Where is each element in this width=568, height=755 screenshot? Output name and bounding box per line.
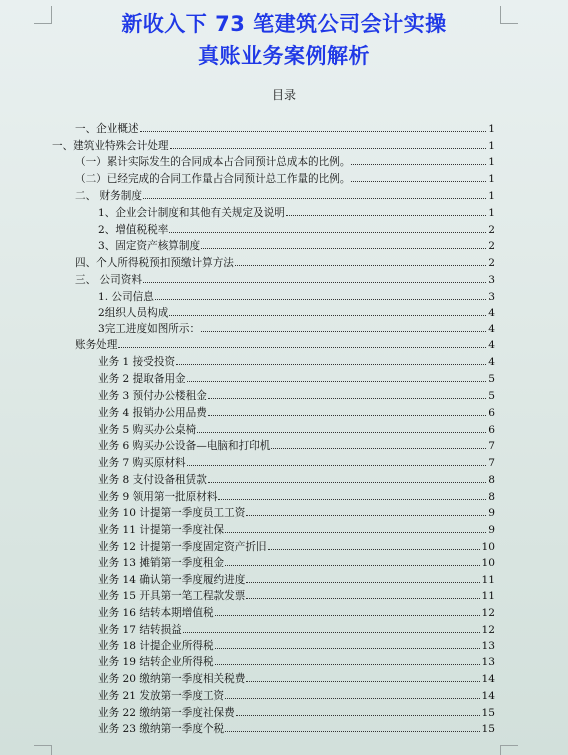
toc-entry[interactable] xyxy=(98,470,495,486)
toc-entry[interactable] xyxy=(98,319,495,335)
toc-entry[interactable] xyxy=(98,303,495,319)
toc-entry-title: 三、 公司资料 xyxy=(75,274,142,286)
toc-entry[interactable] xyxy=(98,703,495,719)
toc-page-number: 4 xyxy=(488,339,495,351)
toc-dot-leader xyxy=(246,680,479,682)
toc-page-number: 6 xyxy=(488,407,495,419)
toc-entry-title: 业务 3 预付办公楼租金 xyxy=(98,390,207,402)
toc-entry-title: 一、建筑业特殊会计处理 xyxy=(52,140,169,152)
crop-mark-bottom-right-h xyxy=(500,745,518,746)
toc-entry-title: 业务 22 缴纳第一季度社保费 xyxy=(98,707,235,719)
toc-entry-title: 业务 12 计提第一季度固定资产折旧 xyxy=(98,541,267,553)
toc-page-number: 15 xyxy=(481,723,495,735)
toc-entry[interactable] xyxy=(98,287,495,303)
toc-page-number: 7 xyxy=(488,457,495,469)
toc-entry-title: 账务处理 xyxy=(75,339,118,351)
toc-dot-leader xyxy=(140,130,487,132)
toc-page-number: 5 xyxy=(488,390,495,402)
toc-entry[interactable] xyxy=(98,453,495,469)
toc-page-number: 11 xyxy=(481,590,495,602)
toc-entry-title: 业务 15 开具第一笔工程款发票 xyxy=(98,590,246,602)
toc-dot-leader xyxy=(187,464,487,466)
toc-entry-title: 业务 9 领用第一批原材料 xyxy=(98,491,218,503)
toc-entry-title: （一）累计实际发生的合同成本占合同预计总成本的比例。 xyxy=(75,156,351,168)
toc-entry-title: 二、 财务制度 xyxy=(75,190,142,202)
toc-entry-title: 业务 18 计提企业所得税 xyxy=(98,640,214,652)
toc-page-number: 6 xyxy=(488,424,495,436)
toc-dot-leader xyxy=(208,397,486,399)
toc-entry[interactable] xyxy=(98,236,495,252)
toc-entry-title: 一、企业概述 xyxy=(75,123,139,135)
toc-dot-leader xyxy=(271,447,486,449)
toc-entry-title: 2组织人员构成 xyxy=(98,307,169,319)
toc-entry[interactable] xyxy=(98,570,495,586)
toc-entry[interactable] xyxy=(98,719,495,735)
toc-entry-title: 业务 8 支付设备租赁款 xyxy=(98,474,207,486)
toc-entry[interactable] xyxy=(98,553,495,569)
toc-page-number: 9 xyxy=(488,507,495,519)
toc-entry[interactable] xyxy=(98,403,495,419)
toc-entry[interactable] xyxy=(98,503,495,519)
toc-entry[interactable] xyxy=(98,636,495,652)
toc-page-number: 10 xyxy=(481,541,495,553)
toc-entry-title: 2、增值税税率 xyxy=(98,224,169,236)
toc-page-number: 4 xyxy=(488,307,495,319)
toc-page-number: 12 xyxy=(481,607,495,619)
toc-entry[interactable] xyxy=(75,152,495,168)
toc-page-number: 13 xyxy=(481,640,495,652)
toc-page-number: 14 xyxy=(481,690,495,702)
toc-entry-title: 业务 23 缴纳第一季度个税 xyxy=(98,723,225,735)
toc-page-number: 2 xyxy=(488,240,495,252)
toc-entry-title: 业务 4 报销办公用品费 xyxy=(98,407,207,419)
toc-entry[interactable] xyxy=(98,352,495,368)
toc-dot-leader xyxy=(246,514,486,516)
toc-entry-title: 业务 10 计提第一季度员工工资 xyxy=(98,507,246,519)
toc-entry[interactable] xyxy=(98,369,495,385)
document-title-line-1: 新收入下 73 笔建筑公司会计实操 xyxy=(121,12,447,36)
toc-entry-title: 业务 14 确认第一季度履约进度 xyxy=(98,574,246,586)
toc-entry-title: 1. 公司信息 xyxy=(98,291,154,303)
toc-dot-leader xyxy=(218,498,486,500)
toc-entry-title: 四、个人所得税预扣预缴计算方法 xyxy=(75,257,234,269)
toc-entry[interactable] xyxy=(75,253,495,269)
toc-page-number: 1 xyxy=(488,140,495,152)
toc-page-number: 3 xyxy=(488,274,495,286)
toc-page-number: 4 xyxy=(488,323,495,335)
toc-dot-leader xyxy=(201,247,486,249)
toc-entry[interactable] xyxy=(98,620,495,636)
toc-dot-leader xyxy=(197,431,486,433)
toc-entry-title: 业务 20 缴纳第一季度相关税费 xyxy=(98,673,246,685)
toc-dot-leader xyxy=(208,481,486,483)
crop-mark-bottom-left-v xyxy=(51,745,52,755)
toc-dot-leader xyxy=(225,730,479,732)
toc-entry[interactable] xyxy=(98,436,495,452)
toc-entry-title: 3、固定资产核算制度 xyxy=(98,240,201,252)
toc-dot-leader xyxy=(246,597,479,599)
toc-entry-title: 业务 21 发放第一季度工资 xyxy=(98,690,225,702)
toc-dot-leader xyxy=(225,531,486,533)
toc-entry-title: 1、企业会计制度和其他有关规定及说明 xyxy=(98,207,285,219)
toc-dot-leader xyxy=(235,264,486,266)
toc-page-number: 12 xyxy=(481,624,495,636)
toc-entry[interactable] xyxy=(98,603,495,619)
toc-dot-leader xyxy=(236,714,480,716)
toc-page-number: 13 xyxy=(481,656,495,668)
toc-entry-title: 业务 7 购买原材料 xyxy=(98,457,186,469)
toc-page-number: 9 xyxy=(488,524,495,536)
toc-dot-leader xyxy=(176,363,486,365)
toc-dot-leader xyxy=(155,298,486,300)
toc-dot-leader xyxy=(143,281,486,283)
toc-entry-title: 业务 5 购买办公桌椅 xyxy=(98,424,197,436)
toc-dot-leader xyxy=(170,147,487,149)
toc-page-number: 15 xyxy=(481,707,495,719)
toc-entry-title: 业务 11 计提第一季度社保 xyxy=(98,524,225,536)
toc-entry[interactable] xyxy=(75,335,495,351)
toc-dot-leader xyxy=(169,231,486,233)
toc-dot-leader xyxy=(268,548,480,550)
crop-mark-bottom-right-v xyxy=(500,745,501,755)
toc-heading: 目录 xyxy=(271,88,296,102)
toc-page-number: 1 xyxy=(488,173,495,185)
toc-entry-title: 业务 6 购买办公设备—电脑和打印机 xyxy=(98,440,271,452)
crop-mark-bottom-left-h xyxy=(34,745,52,746)
toc-entry[interactable] xyxy=(98,386,495,402)
toc-page-number: 1 xyxy=(488,123,495,135)
toc-dot-leader xyxy=(143,197,486,199)
toc-entry[interactable] xyxy=(98,487,495,503)
toc-page-number: 7 xyxy=(488,440,495,452)
toc-dot-leader xyxy=(225,564,479,566)
toc-dot-leader xyxy=(201,330,486,332)
toc-page-number: 11 xyxy=(481,574,495,586)
toc-page-number: 1 xyxy=(488,156,495,168)
toc-dot-leader xyxy=(183,631,480,633)
toc-entry[interactable] xyxy=(98,586,495,602)
toc-dot-leader xyxy=(225,697,479,699)
toc-page-number: 2 xyxy=(488,257,495,269)
toc-dot-leader xyxy=(351,180,486,182)
toc-entry-title: 业务 2 提取备用金 xyxy=(98,373,186,385)
toc-page-number: 3 xyxy=(488,291,495,303)
toc-page-number: 8 xyxy=(488,491,495,503)
toc-dot-leader xyxy=(169,314,486,316)
toc-entry-title: 业务 17 结转损益 xyxy=(98,624,182,636)
toc-entry[interactable] xyxy=(98,652,495,668)
toc-dot-leader xyxy=(215,663,480,665)
toc-entry-title: 业务 1 接受投资 xyxy=(98,356,176,368)
toc-dot-leader xyxy=(187,380,487,382)
toc-entry[interactable] xyxy=(98,203,495,219)
document-title-line-2: 真账业务案例解析 xyxy=(198,44,370,68)
toc-entry[interactable] xyxy=(75,169,495,185)
toc-entry[interactable] xyxy=(98,537,495,553)
toc-dot-leader xyxy=(351,163,486,165)
toc-entry-title: （二）已经完成的合同工作量占合同预计总工作量的比例。 xyxy=(75,173,351,185)
toc-dot-leader xyxy=(286,214,486,216)
toc-entry-title: 业务 19 结转企业所得税 xyxy=(98,656,214,668)
toc-dot-leader xyxy=(215,614,480,616)
toc-entry[interactable] xyxy=(52,136,495,152)
toc-dot-leader xyxy=(118,346,486,348)
toc-entry-title: 业务 16 结转本期增值税 xyxy=(98,607,214,619)
toc-entry[interactable] xyxy=(98,420,495,436)
toc-entry[interactable] xyxy=(98,220,495,236)
toc-page-number: 14 xyxy=(481,673,495,685)
toc-page-number: 10 xyxy=(481,557,495,569)
toc-entry-title: 业务 13 摊销第一季度租金 xyxy=(98,557,225,569)
toc-dot-leader xyxy=(246,581,479,583)
toc-page-number: 2 xyxy=(488,224,495,236)
toc-page-number: 5 xyxy=(488,373,495,385)
toc-entry[interactable] xyxy=(98,520,495,536)
toc-page-number: 1 xyxy=(488,207,495,219)
toc-entry[interactable] xyxy=(75,186,495,202)
toc-entry[interactable] xyxy=(98,686,495,702)
toc-page-number: 8 xyxy=(488,474,495,486)
toc-dot-leader xyxy=(208,414,486,416)
toc-entry[interactable] xyxy=(98,669,495,685)
toc-entry-title: 3完工进度如图所示： xyxy=(98,323,201,335)
toc-entry[interactable] xyxy=(75,119,495,135)
toc-page-number: 4 xyxy=(488,356,495,368)
toc-page-number: 1 xyxy=(488,190,495,202)
toc-dot-leader xyxy=(215,647,480,649)
toc-entry[interactable] xyxy=(75,270,495,286)
